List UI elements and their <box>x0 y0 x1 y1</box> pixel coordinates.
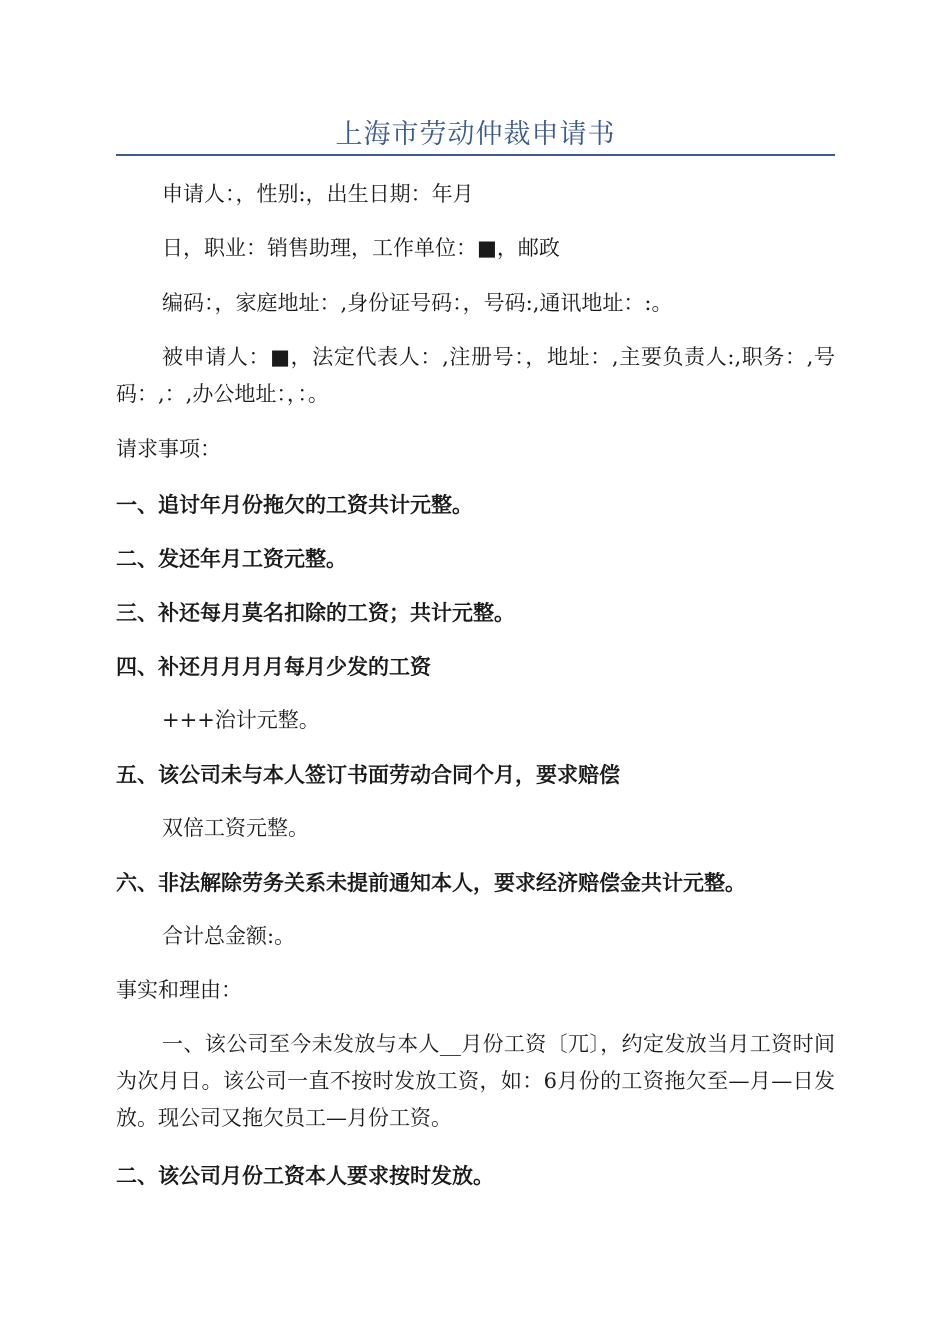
request-item-4: 四、补还月月月月每月少发的工资 <box>116 654 431 679</box>
requests-heading: 请求事项： <box>116 437 221 461</box>
request-item-1: 一、追讨年月份拖欠的工资共计元整。 <box>116 492 473 517</box>
document-title: 上海市劳动仲裁申请书 <box>335 119 616 150</box>
applicant-line-3: 编码：，家庭地址：,身份证号码：，号码:,通讯地址：:。 <box>162 291 673 315</box>
request-item-4-continuation: +++治计元整。 <box>162 708 320 732</box>
request-item-3: 三、补还每月莫名扣除的工资；共计元整。 <box>116 600 515 625</box>
request-item-2: 二、发还年月工资元整。 <box>116 546 347 571</box>
total-amount: 合计总金额:。 <box>162 924 296 948</box>
request-item-6: 六、非法解除劳务关系未提前通知本人，要求经济赔偿金共计元整。 <box>116 870 746 895</box>
fact-paragraph-1: 一、该公司至今未发放与本人__月份工资〔兀〕，约定发放当月工资时间为次月日。该公司一直不按时发放工资，如：6月份的工资拖欠至—月—日发放。现公司又拖欠员工—月份工资。 <box>116 1032 835 1130</box>
applicant-line-2: 日，职业：销售助理，工作单位：■，邮政 <box>162 236 560 260</box>
facts-heading: 事实和理由： <box>116 978 242 1002</box>
request-item-5-continuation: 双倍工资元整。 <box>162 816 309 840</box>
request-item-5: 五、该公司未与本人签订书面劳动合同个月，要求赔偿 <box>116 762 620 787</box>
applicant-line-1: 申请人：，性别:，出生日期：年月 <box>162 182 474 206</box>
fact-item-2: 二、该公司月份工资本人要求按时发放。 <box>116 1163 494 1188</box>
title-underline <box>116 154 835 156</box>
respondent-paragraph: 被申请人：■，法定代表人：,注册号：，地址：,主要负责人:,职务：,号码：,：,办公地址：，：。 <box>116 345 835 406</box>
